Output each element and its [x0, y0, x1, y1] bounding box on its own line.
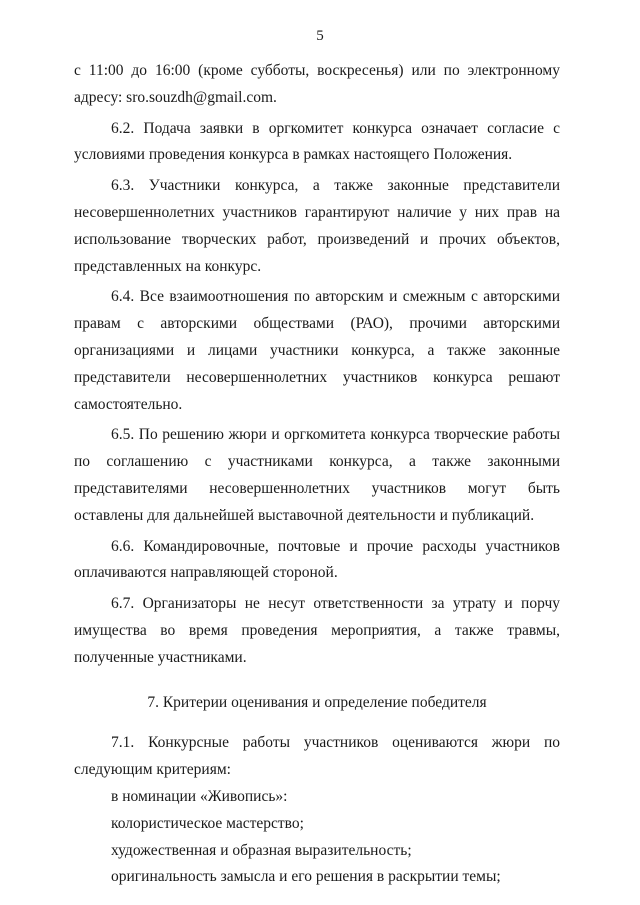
- document-body: [74, 58, 560, 891]
- criterion-item: оригинальность замысла и его решения в раскрытии темы;: [111, 868, 501, 886]
- paragraph-contacts: с 11:00 до 16:00 (кроме субботы, воскресенья) или по электронному адресу: sro.souzdh@gmail.com.: [74, 62, 560, 106]
- criterion-item: колористическое мастерство;: [111, 814, 304, 832]
- paragraph-6-2: 6.2. Подача заявки в оргкомитет конкурса означает согласие с условиями проведения конкурса в рамках настоящего Положения.: [74, 119, 560, 164]
- paragraph-6-7: 6.7. Организаторы не несут ответственности за утрату и порчу имущества во время проведения мероприятия, а также травмы, полученные участниками.: [74, 595, 560, 666]
- paragraph-6-3: 6.3. Участники конкурса, а также законные представители несовершеннолетних участников гарантируют наличие у них прав на использование творческих работ, произведений и прочих объектов, представленных на конкурс.: [74, 177, 560, 275]
- criterion-item: художественная и образная выразительность;: [111, 841, 412, 859]
- nomination-line: в номинации «Живопись»:: [111, 787, 288, 805]
- section-7-heading: 7. Критерии оценивания и определение победителя: [147, 693, 487, 711]
- paragraph-6-6: 6.6. Командировочные, почтовые и прочие расходы участников оплачиваются направляющей стороной.: [74, 537, 560, 582]
- paragraph-7-1: 7.1. Конкурсные работы участников оцениваются жюри по следующим критериям:: [74, 734, 560, 779]
- paragraph-6-4: 6.4. Все взаимоотношения по авторским и смежным с авторскими правам с авторскими обществами (РАО), прочими авторскими организациями и лицами участники конкурса, а также законные представители несовершеннолетних участников конкурса решают самостоятельно.: [74, 288, 560, 413]
- paragraph-6-5: 6.5. По решению жюри и оргкомитета конкурса творческие работы по соглашению с участниками конкурса, а также законными представителями несовершеннолетних участников могут быть оставлены для дальнейшей выставочной деятельности и публикаций.: [74, 426, 560, 524]
- page-number: 5: [316, 28, 324, 44]
